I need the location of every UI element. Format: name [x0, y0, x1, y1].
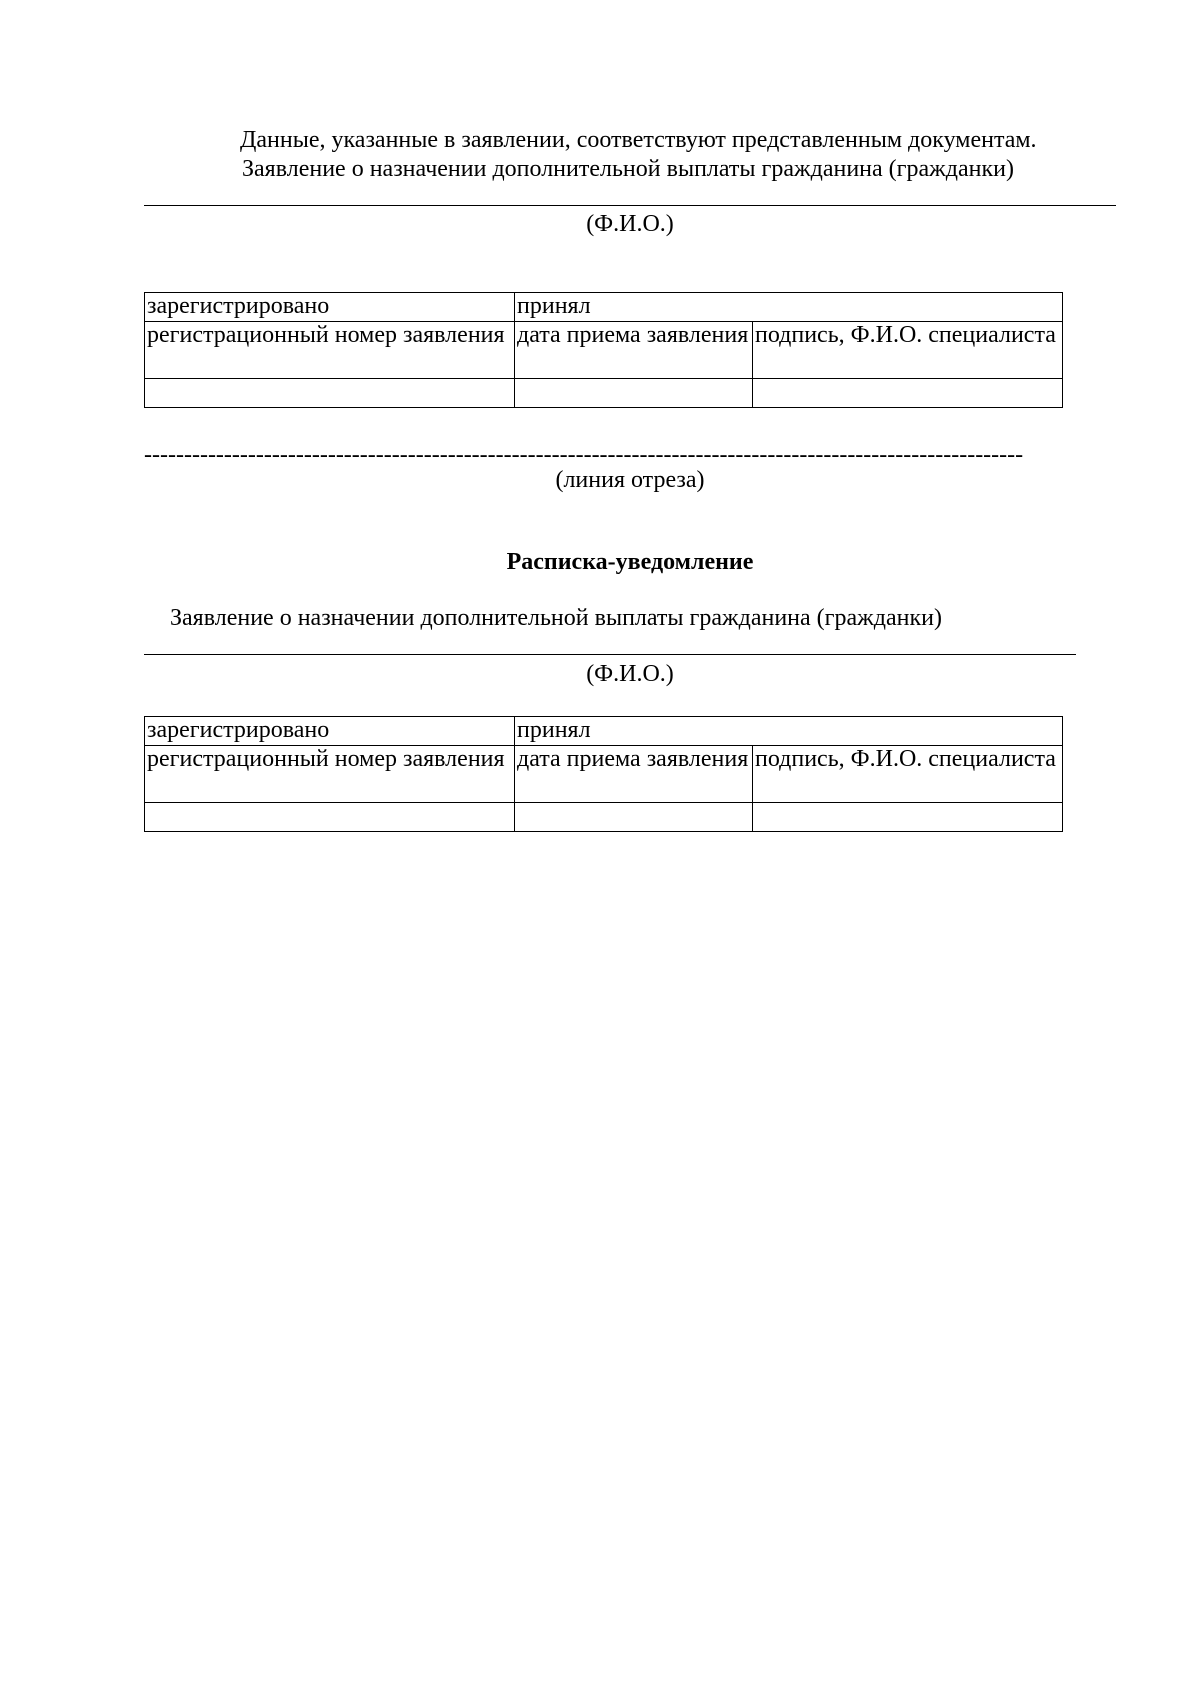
accepted-header: принял: [515, 293, 1063, 322]
registered-header: зарегистрировано: [145, 293, 515, 322]
reg-number-value-cell[interactable]: [145, 379, 515, 408]
reg-number-value-cell[interactable]: [145, 803, 515, 832]
receipt-fio-caption: (Ф.И.О.): [586, 661, 674, 687]
signature-label: подпись, Ф.И.О. специалиста: [753, 746, 1063, 803]
cut-line: --------------------------------------------------------------------------------------------------------------: [144, 445, 1024, 465]
signature-value-cell[interactable]: [753, 803, 1063, 832]
signature-label: подпись, Ф.И.О. специалиста: [753, 322, 1063, 379]
date-received-label: дата приема заявления: [515, 746, 753, 803]
cut-line-caption: (линия отреза): [555, 467, 705, 493]
application-title-line: Заявление о назначении дополнительной выплаты гражданина (гражданки): [242, 156, 1014, 182]
date-received-value-cell[interactable]: [515, 379, 753, 408]
fio-caption: (Ф.И.О.): [586, 211, 674, 237]
reg-number-label: регистрационный номер заявления: [145, 746, 515, 803]
registered-header: зарегистрировано: [145, 717, 515, 746]
date-received-value-cell[interactable]: [515, 803, 753, 832]
receipt-registration-table: [144, 716, 1063, 832]
signature-value-cell[interactable]: [753, 379, 1063, 408]
receipt-fio-underline: [144, 654, 1076, 655]
receipt-application-line: Заявление о назначении дополнительной выплаты гражданина (гражданки): [170, 605, 942, 631]
data-conformity-statement: Данные, указанные в заявлении, соответствуют представленным документам.: [240, 127, 1037, 153]
reg-number-label: регистрационный номер заявления: [145, 322, 515, 379]
date-received-label: дата приема заявления: [515, 322, 753, 379]
registration-table: [144, 292, 1063, 408]
accepted-header: принял: [515, 717, 1063, 746]
receipt-title: Расписка-уведомление: [506, 549, 754, 575]
fio-underline: [144, 205, 1116, 206]
